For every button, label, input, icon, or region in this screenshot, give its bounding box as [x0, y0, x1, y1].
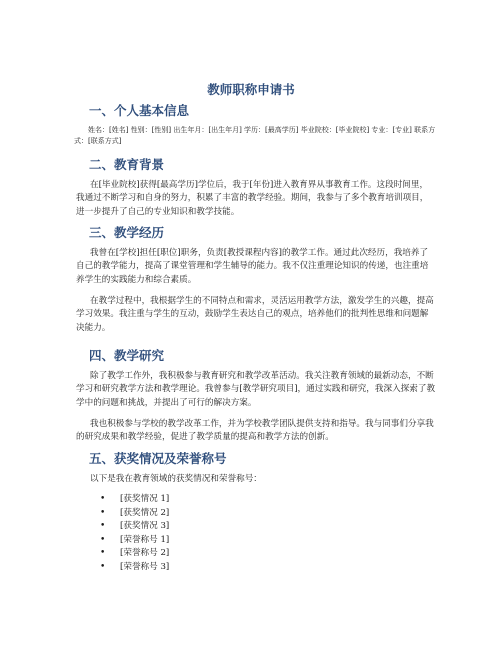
- section-heading-research: 四、教学研究: [89, 348, 165, 363]
- bullet-icon: •: [100, 494, 106, 504]
- list-item-text: [获奖情况 3]: [120, 521, 170, 531]
- bullet-icon: •: [100, 521, 106, 531]
- section-heading-education: 二、教育背景: [89, 157, 165, 172]
- bullet-icon: •: [100, 507, 106, 518]
- section-heading-awards: 五、获奖情况及荣誉称号: [89, 451, 227, 466]
- awards-intro: 以下是我在教育领域的获奖情况和荣誉称号：: [90, 474, 262, 484]
- bullet-icon: •: [100, 548, 106, 558]
- education-paragraph: 在[毕业院校]获得[最高学历]学位后，我于[年份]进入教育界从事教育工作。这段时间里，我通过不断学习和自身的努力，积累了丰富的教学经验。期间，我参与了多个教育培训项目，进一步提升了自己的专业知识和教学技能。: [76, 180, 429, 217]
- research-paragraph-1: 除了教学工作外，我积极参与教育研究和教学改革活动。我关注教育领域的最新动态，不断学习和研究教学方法和教学理论。我曾参与[教学研究项目]，通过实践和研究，我深入探索了教学中的问题和挑战，并提出了可行的解决方案。: [76, 371, 436, 408]
- list-item-text: [荣誉称号 1]: [120, 534, 170, 545]
- personal-info-paragraph: 姓名：[姓名] 性别：[性别] 出生年月：[出生年月] 学历：[最高学历] 毕业院校：[毕业院校] 专业：[专业] 联系方式：[联系方式]: [74, 126, 436, 145]
- list-item-text: [获奖情况 2]: [120, 507, 170, 518]
- bullet-icon: •: [100, 561, 106, 572]
- research-paragraph-2: 我也积极参与学校的教学改革工作，并为学校教学团队提供支持和指导。我与同事们分享我的研究成果和教学经验，促进了教学质量的提高和教学方法的创新。: [76, 419, 434, 443]
- list-item-text: [荣誉称号 2]: [120, 548, 170, 558]
- teaching-experience-paragraph-2: 在教学过程中，我根据学生的不同特点和需求，灵活运用教学方法，激发学生的兴趣，提高学习效果。我注重与学生的互动，鼓励学生表达自己的观点，培养他们的批判性思维和问题解决能力。: [76, 296, 434, 333]
- bullet-icon: •: [100, 534, 106, 545]
- section-heading-personal-info: 一、个人基本信息: [89, 103, 190, 118]
- list-item-text: [荣誉称号 3]: [120, 561, 170, 572]
- document-title: 教师职称申请书: [207, 82, 295, 97]
- teaching-experience-paragraph-1: 我曾在[学校]担任[职位]职务，负责[教授课程内容]的教学工作。通过此次经历，我培养了自己的教学能力，提高了课堂管理和学生辅导的能力。我不仅注重理论知识的传递，也注重培养学生的实践能力和综合素质。: [76, 248, 429, 285]
- section-heading-teaching-experience: 三、教学经历: [89, 225, 165, 240]
- list-item-text: [获奖情况 1]: [120, 494, 170, 504]
